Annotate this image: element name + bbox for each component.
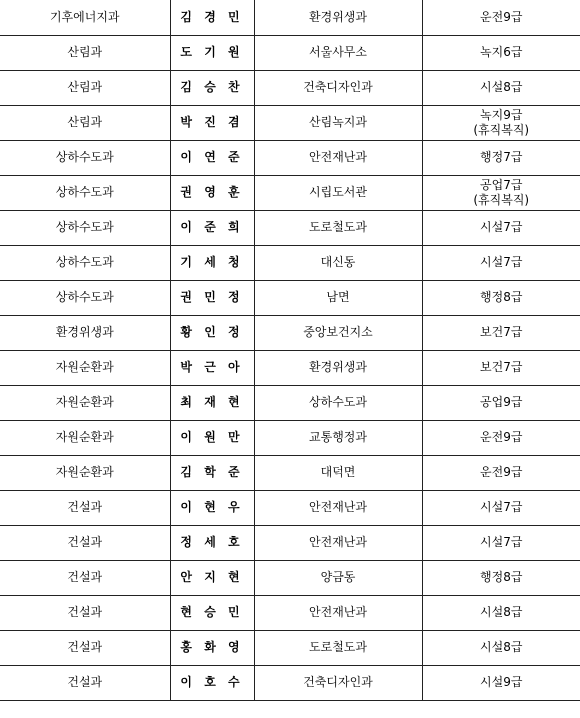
rank-text: 보건7급 xyxy=(480,360,523,374)
rank-cell xyxy=(422,245,580,280)
name-cell: 권 영 훈 xyxy=(170,175,254,210)
to-department-cell: 시립도서관 xyxy=(254,175,422,210)
rank-text: 행정7급 xyxy=(480,150,523,164)
rank-cell xyxy=(422,350,580,385)
from-department-cell: 건설과 xyxy=(0,665,170,700)
to-department-cell: 환경위생과 xyxy=(254,350,422,385)
rank-note: (휴직복직) xyxy=(473,192,530,207)
from-department-cell: 자원순환과 xyxy=(0,350,170,385)
rank-cell xyxy=(422,105,580,140)
rank-text: 행정8급 xyxy=(480,570,523,584)
to-department-cell: 남면 xyxy=(254,280,422,315)
to-department-cell: 도로철도과 xyxy=(254,210,422,245)
to-department-cell: 도로철도과 xyxy=(254,630,422,665)
table-row xyxy=(0,315,580,350)
name-cell: 이 현 우 xyxy=(170,490,254,525)
from-department-cell: 자원순환과 xyxy=(0,455,170,490)
name-cell: 박 진 겸 xyxy=(170,105,254,140)
name-cell: 도 기 원 xyxy=(170,35,254,70)
rank-note: (휴직복직) xyxy=(473,122,530,137)
from-department-cell: 상하수도과 xyxy=(0,175,170,210)
rank-cell xyxy=(422,525,580,560)
rank-cell xyxy=(422,175,580,210)
to-department-cell: 서울사무소 xyxy=(254,35,422,70)
name-cell: 이 원 만 xyxy=(170,420,254,455)
rank-cell xyxy=(422,385,580,420)
to-department-cell: 양금동 xyxy=(254,560,422,595)
rank-cell xyxy=(422,70,580,105)
rank-cell xyxy=(422,280,580,315)
rank-text: 시설8급 xyxy=(480,605,523,619)
rank-text: 공업9급 xyxy=(480,395,523,409)
rank-cell xyxy=(422,35,580,70)
from-department-cell: 상하수도과 xyxy=(0,140,170,175)
rank-cell xyxy=(422,455,580,490)
rank-text: 공업7급 xyxy=(480,177,523,192)
from-department-cell: 상하수도과 xyxy=(0,245,170,280)
to-department-cell: 안전재난과 xyxy=(254,490,422,525)
from-department-cell: 건설과 xyxy=(0,630,170,665)
rank-text: 시설7급 xyxy=(480,220,523,234)
to-department-cell: 대덕면 xyxy=(254,455,422,490)
table-row xyxy=(0,385,580,420)
table-row xyxy=(0,0,580,35)
name-cell: 현 승 민 xyxy=(170,595,254,630)
to-department-cell: 상하수도과 xyxy=(254,385,422,420)
from-department-cell: 건설과 xyxy=(0,490,170,525)
from-department-cell: 상하수도과 xyxy=(0,280,170,315)
rank-text: 보건7급 xyxy=(480,325,523,339)
rank-text: 시설8급 xyxy=(480,640,523,654)
rank-cell xyxy=(422,665,580,700)
rank-cell xyxy=(422,210,580,245)
table-row xyxy=(0,70,580,105)
rank-text: 운전9급 xyxy=(480,430,523,444)
to-department-cell: 대신동 xyxy=(254,245,422,280)
to-department-cell: 산림녹지과 xyxy=(254,105,422,140)
rank-cell xyxy=(422,420,580,455)
table-row xyxy=(0,350,580,385)
rank-text: 녹지6급 xyxy=(480,45,523,59)
rank-cell xyxy=(422,630,580,665)
rank-text: 시설7급 xyxy=(480,255,523,269)
to-department-cell: 건축디자인과 xyxy=(254,665,422,700)
table-row xyxy=(0,140,580,175)
table-row xyxy=(0,665,580,700)
from-department-cell: 산림과 xyxy=(0,105,170,140)
to-department-cell: 교통행정과 xyxy=(254,420,422,455)
rank-text: 행정8급 xyxy=(480,290,523,304)
name-cell: 권 민 정 xyxy=(170,280,254,315)
from-department-cell: 건설과 xyxy=(0,595,170,630)
rank-text: 시설9급 xyxy=(480,675,523,689)
table-row xyxy=(0,280,580,315)
rank-cell xyxy=(422,315,580,350)
name-cell: 김 경 민 xyxy=(170,0,254,35)
table-row xyxy=(0,490,580,525)
table-row xyxy=(0,420,580,455)
rank-text: 운전9급 xyxy=(480,9,523,24)
name-cell: 김 학 준 xyxy=(170,455,254,490)
rank-text: 운전9급 xyxy=(480,465,523,479)
table-row xyxy=(0,210,580,245)
name-cell: 황 인 정 xyxy=(170,315,254,350)
from-department-cell: 건설과 xyxy=(0,525,170,560)
to-department-cell: 안전재난과 xyxy=(254,140,422,175)
table-row xyxy=(0,245,580,280)
name-cell: 최 재 현 xyxy=(170,385,254,420)
name-cell: 정 세 호 xyxy=(170,525,254,560)
rank-cell xyxy=(422,560,580,595)
from-department-cell: 건설과 xyxy=(0,560,170,595)
from-department-cell: 산림과 xyxy=(0,35,170,70)
from-department-cell: 기후에너지과 xyxy=(0,0,170,35)
table-row xyxy=(0,35,580,70)
name-cell: 박 근 아 xyxy=(170,350,254,385)
rank-text: 시설8급 xyxy=(480,80,523,94)
to-department-cell: 건축디자인과 xyxy=(254,70,422,105)
rank-text: 시설7급 xyxy=(480,535,523,549)
rank-text: 녹지9급 xyxy=(480,107,523,122)
from-department-cell: 자원순환과 xyxy=(0,385,170,420)
to-department-cell: 안전재난과 xyxy=(254,595,422,630)
name-cell: 기 세 청 xyxy=(170,245,254,280)
rank-cell xyxy=(422,490,580,525)
table-row xyxy=(0,560,580,595)
from-department-cell: 자원순환과 xyxy=(0,420,170,455)
table-row xyxy=(0,595,580,630)
rank-cell xyxy=(422,0,580,35)
table-row xyxy=(0,175,580,210)
to-department-cell: 환경위생과 xyxy=(254,0,422,35)
rank-cell xyxy=(422,140,580,175)
from-department-cell: 환경위생과 xyxy=(0,315,170,350)
name-cell: 이 준 희 xyxy=(170,210,254,245)
from-department-cell: 상하수도과 xyxy=(0,210,170,245)
rank-text: 시설7급 xyxy=(480,500,523,514)
name-cell: 이 연 준 xyxy=(170,140,254,175)
name-cell: 이 호 수 xyxy=(170,665,254,700)
name-cell: 홍 화 영 xyxy=(170,630,254,665)
table-row xyxy=(0,630,580,665)
name-cell: 안 지 현 xyxy=(170,560,254,595)
name-cell: 김 승 찬 xyxy=(170,70,254,105)
table-row xyxy=(0,525,580,560)
to-department-cell: 안전재난과 xyxy=(254,525,422,560)
from-department-cell: 산림과 xyxy=(0,70,170,105)
table-row xyxy=(0,455,580,490)
to-department-cell: 중앙보건지소 xyxy=(254,315,422,350)
rank-cell xyxy=(422,595,580,630)
table-row xyxy=(0,105,580,140)
